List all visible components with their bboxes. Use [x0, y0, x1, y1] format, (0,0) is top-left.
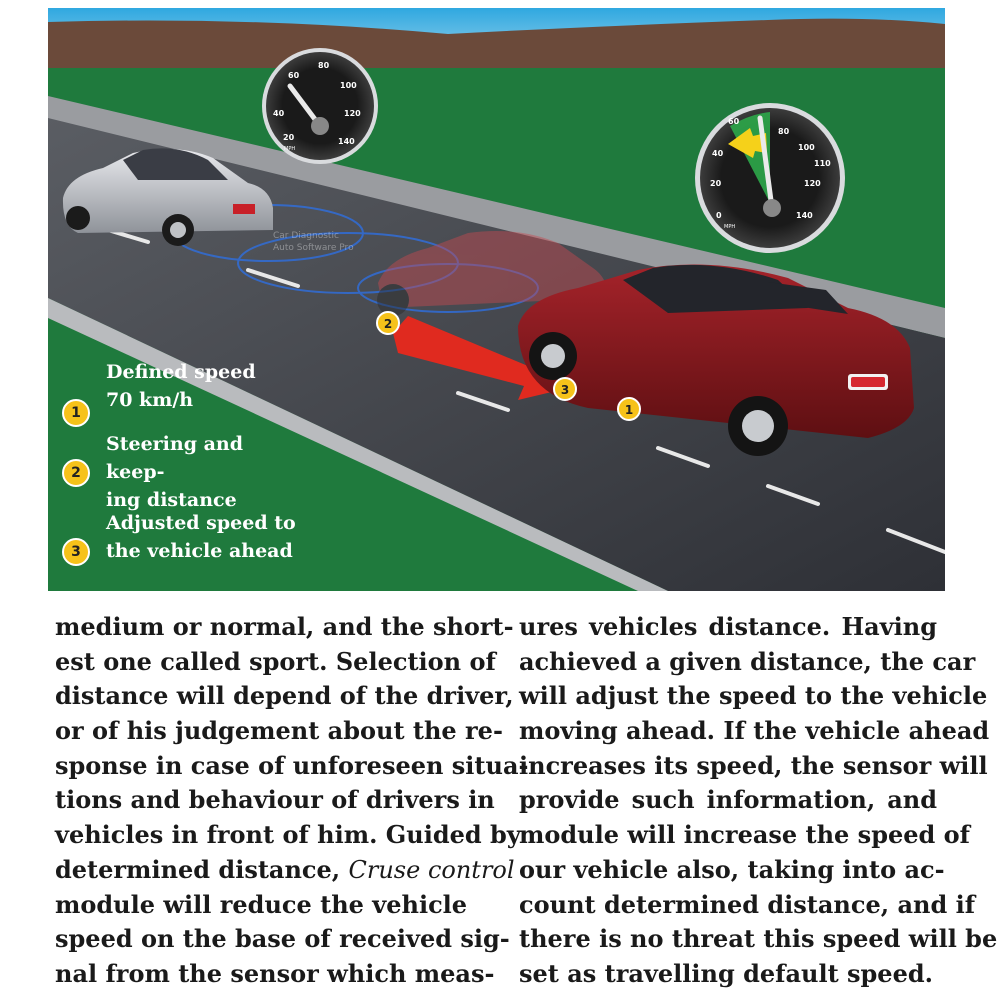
left-line-7: vehicles in front of him. Guided by: [55, 820, 521, 850]
right-text-column: [519, 610, 998, 992]
right-line-2: achieved a given distance, the car: [519, 646, 976, 676]
gauge-right-tick-0: 0: [716, 211, 722, 220]
gauge-right-unit: MPH: [724, 224, 736, 230]
right-line-9: count determined distance, and if: [519, 889, 976, 919]
right-line-1: ures vehicles distance. Having: [519, 612, 937, 641]
road-marker-3-number: 3: [560, 383, 570, 397]
gauge-right-tick-140: 140: [796, 211, 813, 220]
left-line-11: nal from the sensor which meas-: [55, 958, 495, 988]
left-line-8-text: determined distance,: [55, 854, 349, 884]
left-line-4: or of his judgement about the re-: [55, 716, 503, 746]
speedometer-right: [695, 103, 845, 253]
right-line-6: provide such information, and: [519, 785, 937, 815]
watermark-line2: Auto Software Pro: [273, 243, 354, 253]
gauge-right-tick-20: 20: [710, 179, 722, 188]
gauge-right-tick-110: 110: [814, 159, 831, 168]
watermark-line1: Car Diagnostic: [273, 231, 339, 241]
left-line-2: est one called sport. Selection of: [55, 646, 496, 676]
gauge-left-tick-140: 140: [338, 137, 355, 146]
legend-label-1: Defined speed 70 km/h: [106, 361, 256, 411]
gauge-right-tick-120: 120: [804, 179, 821, 188]
gauge-left-tick-100: 100: [340, 81, 357, 90]
right-line-8: our vehicle also, taking into ac-: [519, 854, 945, 884]
road-marker-3: [554, 378, 576, 400]
gauge-right-tick-80: 80: [778, 127, 790, 136]
gauge-right-tick-100: 100: [798, 143, 815, 152]
road-marker-1-number: 1: [624, 403, 634, 417]
left-text-column: [55, 610, 529, 992]
left-line-9: module will reduce the vehicle: [55, 889, 468, 919]
road-marker-2-number: 2: [383, 317, 393, 331]
left-line-8: [55, 853, 515, 888]
speedometer-left: [262, 48, 378, 164]
left-line-10: speed on the base of received sig-: [55, 924, 510, 954]
right-line-7: module will increase the speed of: [519, 820, 970, 850]
right-line-10: there is no threat this speed will be: [519, 924, 998, 954]
right-line-3: will adjust the speed to the vehicle: [519, 681, 988, 711]
gauge-left-tick-20: 20: [283, 133, 295, 142]
cruise-control-term: Cruse control: [348, 855, 515, 884]
gauge-left-tick-80: 80: [318, 61, 330, 70]
cruise-control-illustration: [48, 8, 945, 591]
gauge-left-tick-120: 120: [344, 109, 361, 118]
gauge-right-tick-60: 60: [728, 117, 740, 126]
right-line-4: moving ahead. If the vehicle ahead: [519, 716, 990, 746]
gauge-left-unit: MPH: [284, 146, 296, 152]
left-line-5: sponse in case of unforeseen situa-: [55, 750, 529, 780]
legend-bullet-2: 2: [62, 459, 90, 487]
legend-bullet-1: 1: [62, 399, 90, 427]
left-line-3: distance will depend of the driver,: [55, 681, 514, 711]
left-line-1: medium or normal, and the short-: [55, 612, 514, 641]
legend-bullet-3: 3: [62, 538, 90, 566]
legend-label-3: Adjusted speed to the vehicle ahead: [106, 512, 296, 562]
legend-label-2: Steering and keep- ing distance: [106, 433, 244, 511]
road-marker-2: [377, 312, 399, 334]
road-marker-1: [618, 398, 640, 420]
gauge-left-tick-40: 40: [273, 109, 285, 118]
right-line-5: increases its speed, the sensor will: [519, 750, 988, 780]
gauge-right-tick-40: 40: [712, 149, 724, 158]
left-line-6: tions and behaviour of drivers in: [55, 785, 495, 815]
right-line-11: set as travelling default speed.: [519, 958, 933, 988]
gauge-left-tick-60: 60: [288, 71, 300, 80]
